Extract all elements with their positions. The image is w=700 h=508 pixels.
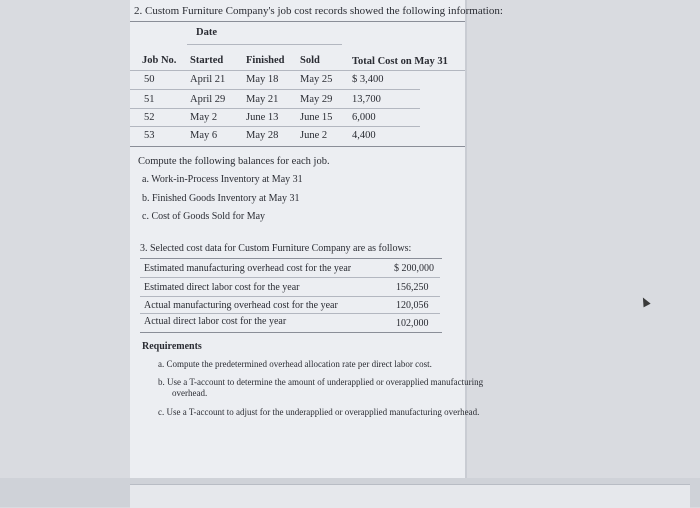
cost-value: $ 200,000 [394, 263, 434, 274]
date-underline [187, 44, 342, 45]
col-sold: Sold [300, 55, 320, 66]
table-cell: 13,700 [352, 94, 381, 105]
date-header: Date [196, 27, 217, 38]
problem-3-heading: 3. Selected cost data for Custom Furniture Company are as follows: [140, 243, 412, 254]
table-cell: April 21 [190, 74, 226, 85]
cost-label: Estimated direct labor cost for the year [144, 282, 300, 293]
table-cell: 53 [144, 130, 155, 141]
instruction-text: Compute the following balances for each job. [138, 156, 330, 167]
cost-value: 102,000 [396, 318, 429, 329]
table-cell: May 2 [190, 112, 218, 123]
table-cell: June 2 [300, 130, 328, 141]
table-cell: 52 [144, 112, 155, 123]
table-bottom-rule [130, 146, 465, 147]
col-job-no: Job No. [142, 55, 177, 66]
row-divider [140, 313, 440, 314]
table-cell: May 6 [190, 130, 218, 141]
row-divider [130, 108, 420, 109]
table-cell: May 25 [300, 74, 333, 85]
cost-label: Actual manufacturing overhead cost for the year [144, 300, 338, 311]
header-underline [130, 70, 465, 71]
cost-value: 120,056 [396, 300, 429, 311]
col-finished: Finished [246, 55, 285, 66]
table-cell: 51 [144, 94, 155, 105]
table-cell: May 28 [246, 130, 279, 141]
answer-input-box[interactable] [130, 484, 690, 508]
row-divider [140, 277, 440, 278]
table-cell: May 18 [246, 74, 279, 85]
cost-value: 156,250 [396, 282, 429, 293]
divider [140, 258, 442, 259]
cost-label: Actual direct labor cost for the year [144, 316, 287, 327]
cost-label: Estimated manufacturing overhead cost for the year [144, 263, 352, 274]
table-cell: May 29 [300, 94, 333, 105]
requirements-title: Requirements [142, 341, 202, 352]
table-bottom-rule [140, 332, 442, 333]
table-cell: 50 [144, 74, 155, 85]
requirement-item: b. Use a T-account to determine the amount of underapplied or overapplied manufacturing [158, 377, 484, 387]
col-total-cost: Total Cost on May 31 [352, 56, 448, 67]
document-page [130, 0, 700, 478]
requirement-item: a. Compute the predetermined overhead allocation rate per direct labor cost. [158, 359, 432, 369]
table-cell: April 29 [190, 94, 226, 105]
problem-2-heading: 2. Custom Furniture Company's job cost records showed the following information: [134, 5, 503, 17]
requirement-item: c. Use a T-account to adjust for the underapplied or overapplied manufacturing overhead. [158, 407, 480, 417]
table-cell: May 21 [246, 94, 279, 105]
table-cell: June 13 [246, 112, 279, 123]
table-cell: 4,400 [352, 130, 376, 141]
divider [130, 21, 465, 22]
requirement-item: overhead. [172, 388, 208, 398]
table-cell: 6,000 [352, 112, 376, 123]
row-divider [140, 296, 440, 297]
col-started: Started [190, 55, 224, 66]
table-cell: June 15 [300, 112, 333, 123]
list-item: c. Cost of Goods Sold for May [142, 211, 266, 222]
row-divider [130, 89, 420, 90]
list-item: b. Finished Goods Inventory at May 31 [142, 193, 300, 204]
row-divider [130, 126, 420, 127]
list-item: a. Work-in-Process Inventory at May 31 [142, 174, 303, 185]
table-cell: $ 3,400 [352, 74, 384, 85]
